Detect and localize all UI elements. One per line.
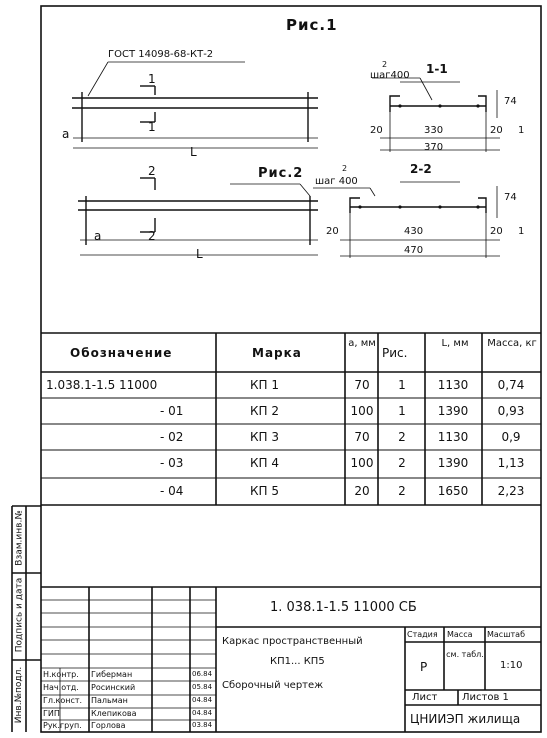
signer-name: Клепикова bbox=[91, 709, 137, 718]
dim-a-label: a bbox=[62, 127, 70, 141]
header-mass: Масса, кг bbox=[487, 338, 537, 349]
header-designation: Обозначение bbox=[70, 346, 173, 360]
s11-mid: 330 bbox=[424, 125, 444, 136]
s22-height: 74 bbox=[504, 192, 517, 203]
doc-code: 1. 038.1-1.5 11000 СБ bbox=[270, 600, 417, 615]
s22-left: 20 bbox=[326, 226, 339, 237]
row-a: 100 bbox=[350, 404, 374, 418]
row-mass: 0,74 bbox=[497, 378, 525, 392]
signer-name: Пальман bbox=[91, 696, 128, 705]
s22-total: 470 bbox=[404, 245, 424, 256]
row-designation: 1.038.1-1.5 11000 bbox=[46, 378, 158, 392]
section-1-1-title: 1-1 bbox=[426, 62, 448, 76]
section-mark-1-bottom: 1 bbox=[148, 120, 156, 134]
stage-header: Стадия bbox=[407, 630, 438, 639]
row-mark: КП 5 bbox=[250, 484, 279, 498]
row-mass: 0,93 bbox=[497, 404, 525, 418]
row-fig: 2 bbox=[398, 430, 406, 444]
mass-header: Масса bbox=[447, 630, 473, 639]
doc-name-3: Сборочный чертеж bbox=[222, 680, 324, 691]
signer-date: 03.84 bbox=[192, 721, 213, 729]
row-fig: 1 bbox=[398, 378, 406, 392]
sheet-label: Лист bbox=[412, 692, 438, 703]
section-mark-2-bottom: 2 bbox=[148, 229, 156, 243]
signer-name: Гиберман bbox=[91, 670, 133, 679]
side-cell-1 bbox=[12, 506, 26, 573]
fig2-title: Рис.2 bbox=[258, 166, 304, 181]
row-a: 100 bbox=[350, 456, 374, 470]
row-fig: 1 bbox=[398, 404, 406, 418]
doc-name-2: КП1... КП5 bbox=[270, 656, 325, 667]
header-fig: Рис. bbox=[382, 346, 408, 360]
row-mark: КП 1 bbox=[250, 378, 279, 392]
row-L: 1130 bbox=[437, 430, 469, 444]
figure2-drawing bbox=[78, 178, 318, 255]
side-label-sign-date: Подпись и дата bbox=[14, 577, 25, 653]
row-designation: - 03 bbox=[160, 456, 184, 470]
row-a: 70 bbox=[354, 430, 370, 444]
s11-pos: 2 bbox=[382, 60, 388, 69]
s11-height: 74 bbox=[504, 96, 517, 107]
signer-name: Горлова bbox=[91, 721, 126, 730]
row-L: 1390 bbox=[437, 404, 469, 418]
stage-value: Р bbox=[420, 660, 428, 674]
row-designation: - 04 bbox=[160, 484, 184, 498]
sheets-label: Листов 1 bbox=[462, 692, 509, 703]
signer-date: 04.84 bbox=[192, 696, 213, 704]
row-mass: 0,9 bbox=[501, 430, 521, 444]
scale-value: 1:10 bbox=[500, 660, 523, 671]
row-L: 1130 bbox=[437, 378, 469, 392]
header-a: a, мм bbox=[348, 338, 376, 349]
side-label-replaces: Взам.инв.№ bbox=[14, 510, 25, 566]
mass-value: см. табл. bbox=[446, 650, 484, 659]
scale-header: Масштаб bbox=[487, 630, 526, 639]
signer-role: Нач.отд. bbox=[43, 683, 79, 692]
s22-pos: 2 bbox=[342, 164, 348, 173]
section-mark-1-top: 1 bbox=[148, 72, 156, 86]
gost-label: ГОСТ 14098-68-КТ-2 bbox=[108, 49, 214, 60]
row-designation: - 02 bbox=[160, 430, 184, 444]
row-a: 20 bbox=[354, 484, 370, 498]
side-cell-3 bbox=[12, 660, 26, 732]
s11-right: 20 bbox=[490, 125, 503, 136]
dim-L-label: L bbox=[190, 145, 197, 159]
side-label-inv: Инв.№подл. bbox=[14, 666, 24, 724]
s22-mid: 430 bbox=[404, 226, 424, 237]
row-L: 1390 bbox=[437, 456, 469, 470]
side-cell-2 bbox=[12, 573, 26, 660]
s22-pos1: 1 bbox=[518, 226, 525, 237]
figure1-drawing bbox=[72, 62, 318, 148]
signer-role: Рук.груп. bbox=[43, 721, 82, 730]
row-mark: КП 3 bbox=[250, 430, 279, 444]
dim-L-label-2: L bbox=[196, 247, 203, 261]
row-mark: КП 2 bbox=[250, 404, 279, 418]
signer-date: 06.84 bbox=[192, 670, 213, 678]
signer-date: 05.84 bbox=[192, 683, 213, 691]
section-mark-2-top: 2 bbox=[148, 164, 156, 178]
row-fig: 2 bbox=[398, 484, 406, 498]
row-mark: КП 4 bbox=[250, 456, 279, 470]
dim-a-label-2: a bbox=[94, 229, 102, 243]
s11-pos1: 1 bbox=[518, 125, 525, 136]
signer-name: Росинский bbox=[91, 683, 136, 692]
header-mark: Марка bbox=[252, 346, 302, 360]
organization: ЦНИИЭП жилища bbox=[410, 712, 521, 726]
signer-date: 04.84 bbox=[192, 709, 213, 717]
row-designation: - 01 bbox=[160, 404, 184, 418]
row-fig: 2 bbox=[398, 456, 406, 470]
signer-role: ГИП bbox=[43, 709, 60, 718]
s22-right: 20 bbox=[490, 226, 503, 237]
row-mass: 2,23 bbox=[497, 484, 525, 498]
signer-role: Гл.конст. bbox=[43, 696, 83, 705]
signer-role: Н.контр. bbox=[43, 670, 79, 679]
header-L: L, мм bbox=[441, 338, 469, 349]
doc-name-1: Каркас пространственный bbox=[222, 636, 363, 647]
s11-total: 370 bbox=[424, 142, 444, 153]
section-2-2-title: 2-2 bbox=[410, 162, 432, 176]
fig1-title: Рис.1 bbox=[286, 16, 338, 34]
row-a: 70 bbox=[354, 378, 370, 392]
row-L: 1650 bbox=[437, 484, 469, 498]
section-1-1-drawing bbox=[372, 78, 500, 152]
row-mass: 1,13 bbox=[497, 456, 525, 470]
s22-step: шаг 400 bbox=[315, 176, 358, 187]
s11-left: 20 bbox=[370, 125, 383, 136]
s11-step: шаг400 bbox=[370, 70, 410, 81]
